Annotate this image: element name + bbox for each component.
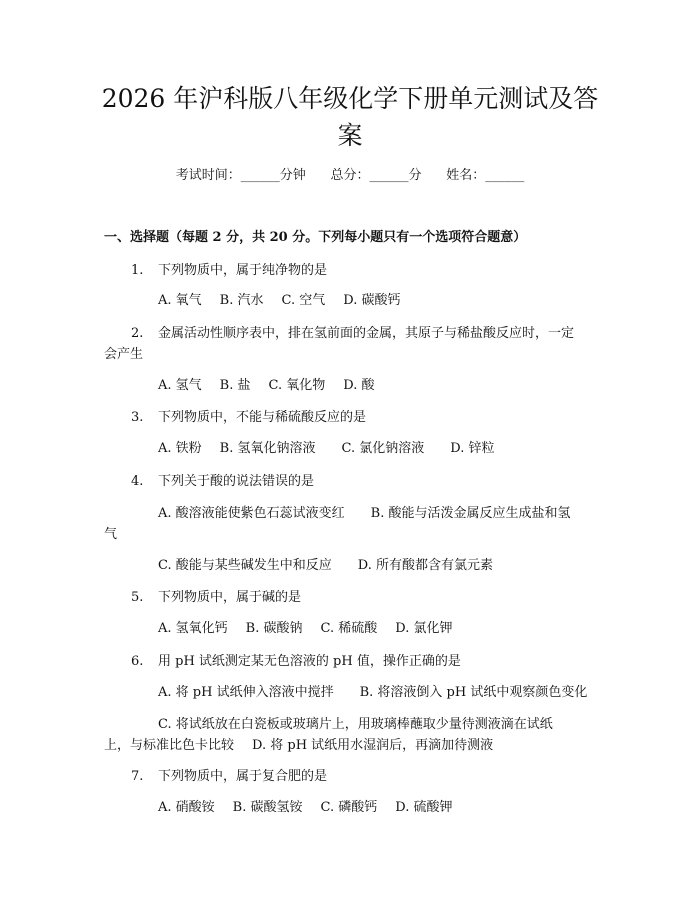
option-d[interactable]: D. 碳酸钙 <box>343 293 401 308</box>
question-number: 5. <box>131 590 144 605</box>
option-c[interactable]: C. 空气 <box>281 293 326 308</box>
document-title-line-2: 案 <box>337 121 363 150</box>
question-stem: 金属活动性顺序表中，排在氢前面的金属，其原子与稀盐酸反应时，一定 <box>158 326 575 341</box>
question-number: 3. <box>131 410 144 425</box>
question-options <box>158 505 570 523</box>
option-c[interactable]: C. 氯化钠溶液 <box>341 441 425 456</box>
option-b-continued: 气 <box>104 527 118 542</box>
option-b[interactable]: B. 碳酸氢铵 <box>232 800 303 815</box>
question-options <box>158 684 587 702</box>
option-a[interactable]: A. 氢气 <box>158 378 202 393</box>
option-d[interactable]: D. 锌粒 <box>450 441 495 456</box>
option-b[interactable]: B. 酸能与活泼金属反应生成盐和氢 <box>370 506 571 521</box>
option-c[interactable]: C. 酸能与某些碱发生中和反应 <box>158 558 332 573</box>
option-b[interactable]: B. 氢氧化钠溶液 <box>219 441 316 456</box>
question-options <box>158 799 452 817</box>
option-c[interactable]: C. 将试纸放在白瓷板或玻璃片上，用玻璃棒蘸取少量待测液滴在试纸 <box>158 717 553 732</box>
option-d[interactable]: D. 将 pH 试纸用水湿润后，再滴加待测液 <box>252 738 494 753</box>
option-a[interactable]: A. 氢氧化钙 <box>158 621 228 636</box>
question-stem: 下列物质中，属于碱的是 <box>158 590 302 605</box>
exam-info: 考试时间：______分钟 总分：______分 姓名：______ <box>175 168 525 183</box>
option-c[interactable]: C. 稀硫酸 <box>320 621 378 636</box>
question-stem: 下列物质中，属于纯净物的是 <box>158 263 328 278</box>
option-a[interactable]: A. 将 pH 试纸伸入溶液中搅拌 <box>158 685 334 700</box>
question-stem: 用 pH 试纸测定某无色溶液的 pH 值，操作正确的是 <box>158 654 461 669</box>
question-stem: 下列关于酸的说法错误的是 <box>158 474 315 489</box>
document-title-line-1: 2026 年沪科版八年级化学下册单元测试及答 <box>101 84 599 113</box>
question-stem: 下列物质中，属于复合肥的是 <box>158 769 328 784</box>
option-c[interactable]: C. 氧化物 <box>268 378 326 393</box>
question-options <box>104 737 493 755</box>
option-a[interactable]: A. 铁粉 <box>158 441 202 456</box>
option-b[interactable]: B. 盐 <box>219 378 251 393</box>
question-stem-continued: 会产生 <box>104 347 144 362</box>
question-number: 4. <box>131 474 144 489</box>
option-a[interactable]: A. 酸溶液能使紫色石蕊试液变红 <box>158 506 345 521</box>
question-options <box>158 440 494 458</box>
option-b[interactable]: B. 碳酸钠 <box>245 621 303 636</box>
question-options <box>158 557 493 575</box>
option-c-continued: 上，与标准比色卡比较 <box>104 738 235 753</box>
option-a[interactable]: A. 氧气 <box>158 293 202 308</box>
option-a[interactable]: A. 硝酸铵 <box>158 800 215 815</box>
option-d[interactable]: D. 氯化钾 <box>395 621 453 636</box>
question-number: 2. <box>131 326 144 341</box>
option-b[interactable]: B. 将溶液倒入 pH 试纸中观察颜色变化 <box>359 685 588 700</box>
option-b[interactable]: B. 汽水 <box>219 293 264 308</box>
question-number: 7. <box>131 769 144 784</box>
question-number: 6. <box>131 654 144 669</box>
question-options <box>158 620 452 638</box>
option-d[interactable]: D. 所有酸都含有氯元素 <box>357 558 493 573</box>
option-c[interactable]: C. 磷酸钙 <box>320 800 378 815</box>
question-number: 1. <box>131 263 144 278</box>
section-heading: 一、选择题（每题 2 分，共 20 分。下列每小题只有一个选项符合题意） <box>104 230 527 245</box>
option-d[interactable]: D. 硫酸钾 <box>395 800 453 815</box>
option-d[interactable]: D. 酸 <box>343 378 375 393</box>
question-options <box>158 292 400 310</box>
question-options <box>158 377 374 395</box>
question-stem: 下列物质中，不能与稀硫酸反应的是 <box>158 410 367 425</box>
